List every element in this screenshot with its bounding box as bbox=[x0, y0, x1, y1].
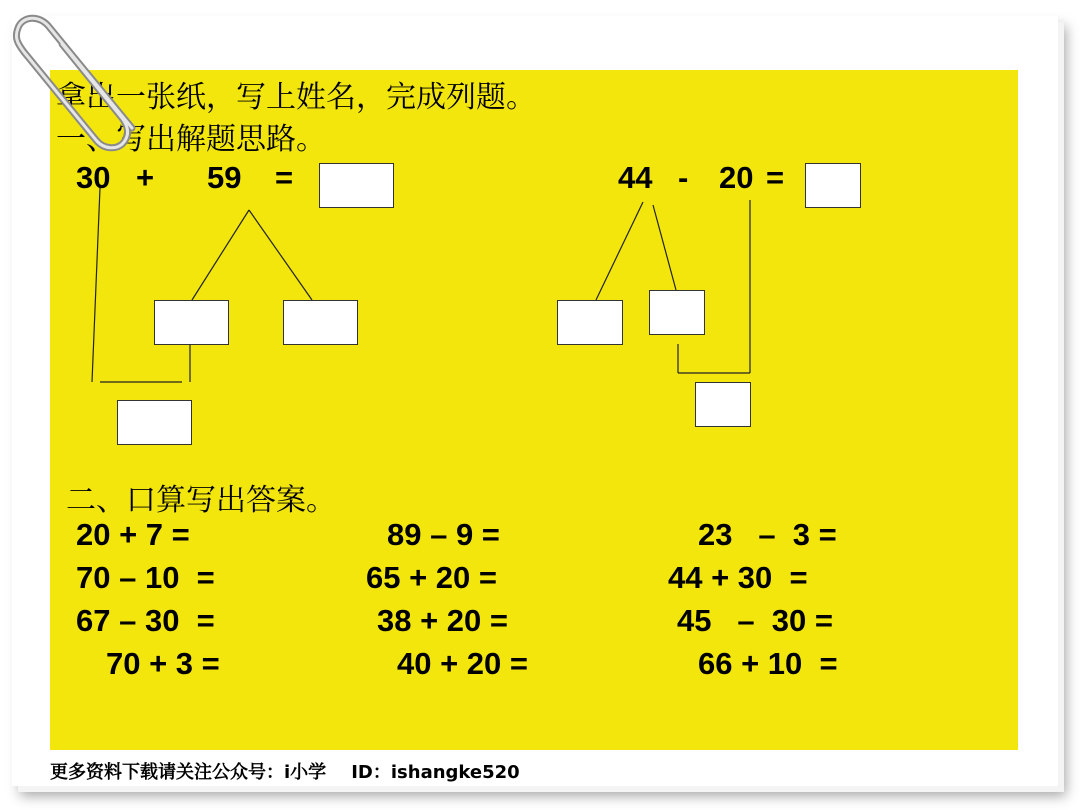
problem-b-equals: = bbox=[766, 160, 785, 195]
mental-math-item: 67 – 30 = bbox=[76, 603, 215, 638]
answer-box-a-part1[interactable] bbox=[154, 300, 229, 345]
answer-box-b-difference[interactable] bbox=[695, 382, 751, 427]
answer-box-b-result[interactable] bbox=[805, 163, 861, 208]
mental-math-item: 45 – 30 = bbox=[677, 603, 833, 638]
section1-title: 一、写出解题思路。 bbox=[56, 122, 326, 157]
problem-b-operator: - bbox=[678, 160, 689, 195]
mental-math-item: 65 + 20 = bbox=[366, 560, 498, 595]
problem-a-number1: 30 bbox=[76, 160, 111, 195]
footer-text: 更多资料下载请关注公众号：i小学 ID：ishangke520 bbox=[50, 762, 520, 783]
problem-a-operator: + bbox=[136, 160, 155, 195]
answer-box-b-part1[interactable] bbox=[557, 300, 623, 345]
section2-title: 二、口算写出答案。 bbox=[66, 483, 336, 518]
intro-text: 拿出一张纸，写上姓名，完成列题。 bbox=[56, 80, 536, 115]
mental-math-item: 70 – 10 = bbox=[76, 560, 215, 595]
problem-a-equals: = bbox=[275, 160, 294, 195]
answer-box-b-part2[interactable] bbox=[649, 290, 705, 335]
answer-box-a-result[interactable] bbox=[319, 163, 394, 208]
answer-box-a-sum[interactable] bbox=[117, 400, 192, 445]
answer-box-a-part2[interactable] bbox=[283, 300, 358, 345]
paperclip-icon bbox=[0, 0, 160, 160]
problem-b-number1: 44 bbox=[618, 160, 653, 195]
mental-math-item: 40 + 20 = bbox=[397, 646, 529, 681]
problem-b-number2: 20 bbox=[719, 160, 754, 195]
mental-math-item: 44 + 30 = bbox=[668, 560, 808, 595]
problem-a-number2: 59 bbox=[207, 160, 242, 195]
mental-math-item: 38 + 20 = bbox=[377, 603, 509, 638]
mental-math-item: 20 + 7 = bbox=[76, 517, 190, 552]
mental-math-item: 70 + 3 = bbox=[106, 646, 220, 681]
mental-math-item: 66 + 10 = bbox=[698, 646, 838, 681]
mental-math-item: 23 – 3 = bbox=[698, 517, 837, 552]
mental-math-item: 89 – 9 = bbox=[387, 517, 500, 552]
